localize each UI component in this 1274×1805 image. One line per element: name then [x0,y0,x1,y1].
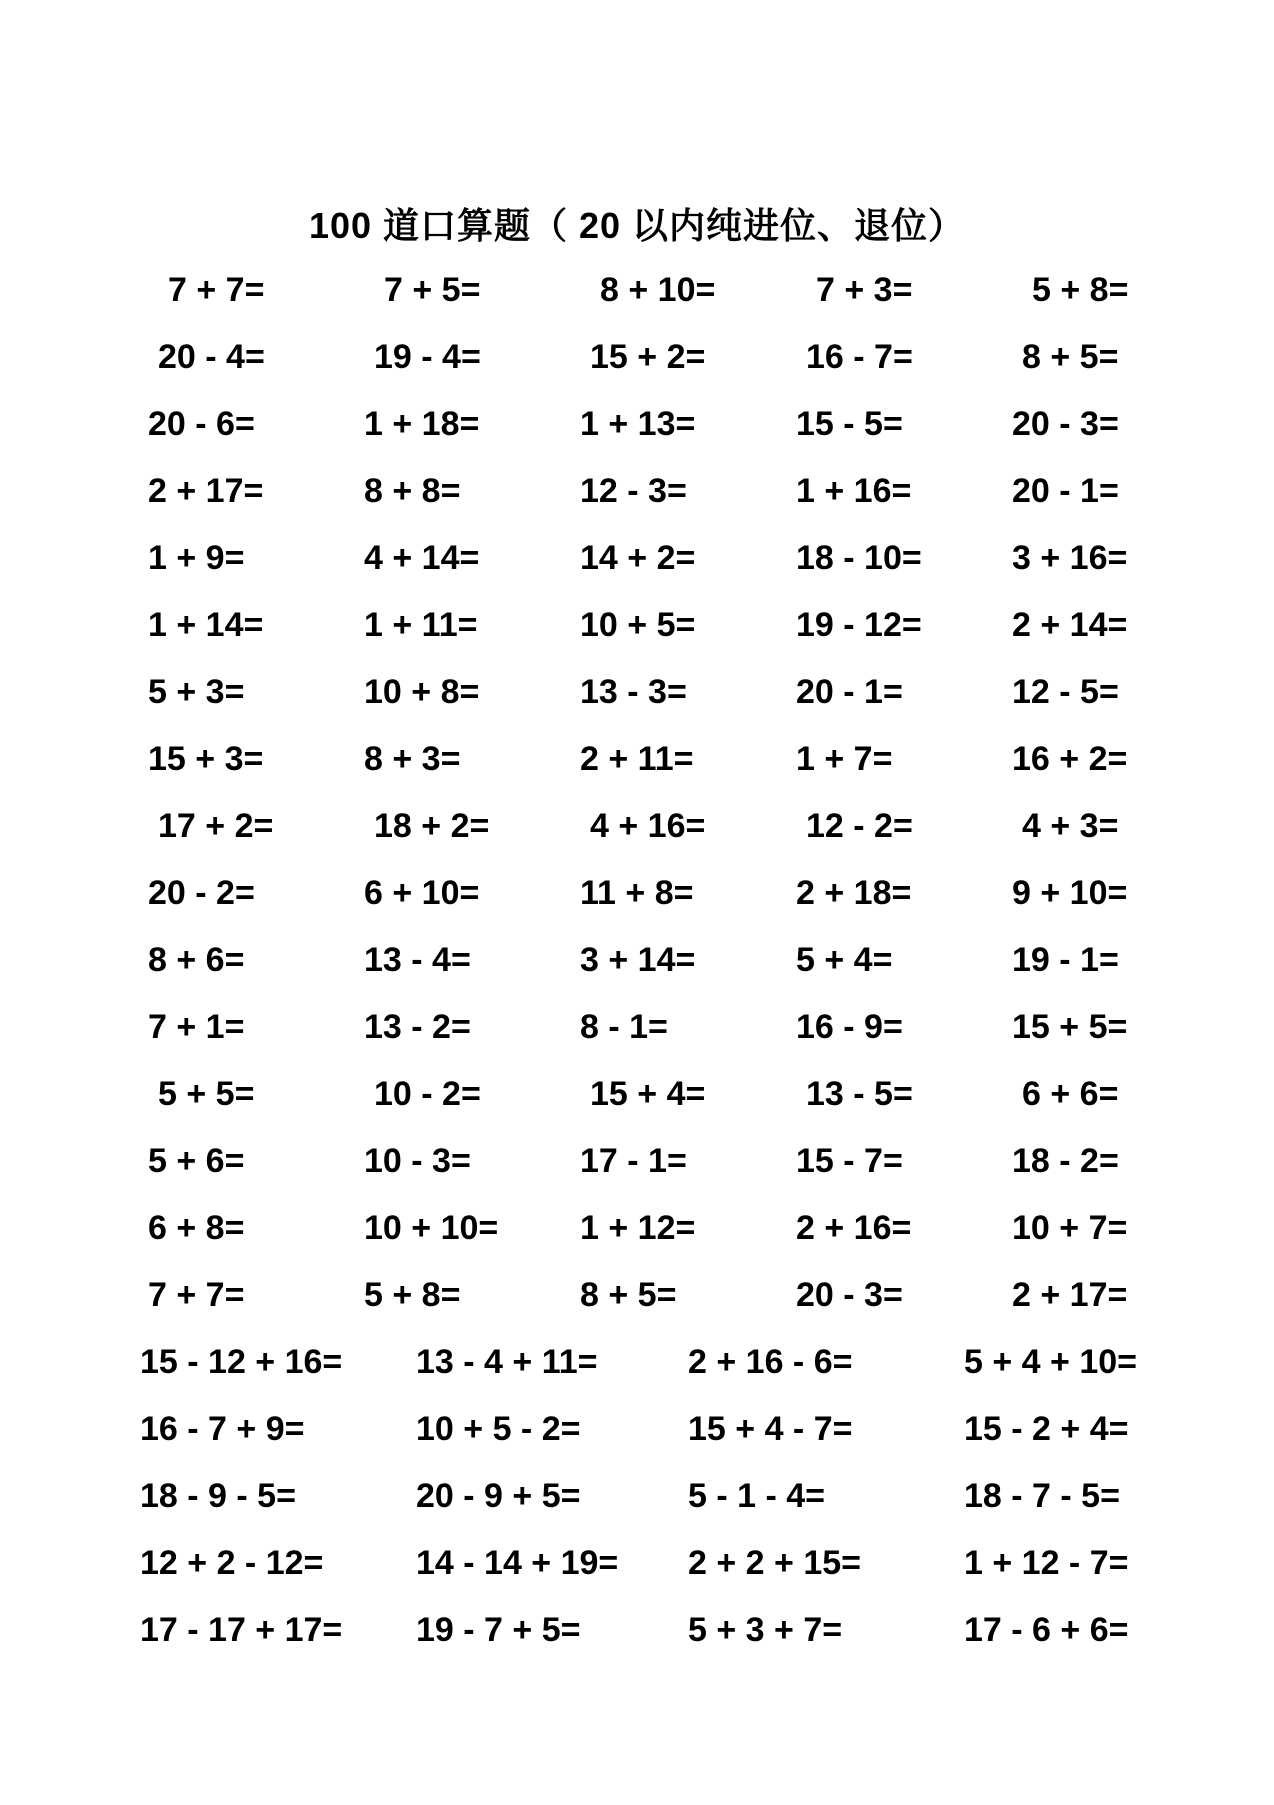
problem-item: 14 + 2= [580,539,696,577]
problem-item: 16 - 9= [796,1008,903,1046]
problem-item: 5 + 5= [158,1075,255,1113]
problem-item: 8 + 5= [580,1276,677,1314]
problem-item: 1 + 14= [148,606,264,644]
problem-item: 13 - 4= [364,941,471,979]
problem-item: 17 - 17 + 17= [140,1611,343,1649]
problem-item: 17 - 6 + 6= [964,1611,1129,1649]
problem-item: 18 - 10= [796,539,922,577]
problem-item: 4 + 3= [1022,807,1119,845]
problem-item: 15 + 4= [590,1075,706,1113]
problem-item: 2 + 11= [580,740,694,778]
problem-item: 7 + 1= [148,1008,245,1046]
problem-item: 20 - 1= [1012,472,1119,510]
problem-item: 1 + 7= [796,740,893,778]
problem-item: 7 + 7= [148,1276,245,1314]
problem-item: 10 - 2= [374,1075,481,1113]
problem-item: 15 - 7= [796,1142,903,1180]
problem-item: 1 + 9= [148,539,245,577]
problem-item: 1 + 18= [364,405,480,443]
problem-item: 12 - 5= [1012,673,1119,711]
problem-item: 15 + 3= [148,740,264,778]
problem-item: 6 + 8= [148,1209,245,1247]
problem-item: 10 + 8= [364,673,480,711]
problem-item: 1 + 11= [364,606,478,644]
problem-item: 18 - 9 - 5= [140,1477,296,1515]
problem-item: 3 + 16= [1012,539,1128,577]
problem-item: 5 + 8= [364,1276,461,1314]
problem-item: 8 + 3= [364,740,461,778]
problem-item: 18 - 2= [1012,1142,1119,1180]
page-title: 100 道口算题（ 20 以内纯进位、退位） [308,205,966,246]
problem-item: 5 - 1 - 4= [688,1477,826,1515]
problem-item: 8 - 1= [580,1008,668,1046]
problem-item: 6 + 6= [1022,1075,1119,1113]
problem-item: 5 + 4 + 10= [964,1343,1137,1381]
problem-item: 20 - 4= [158,338,265,376]
problem-item: 11 + 8= [580,874,694,912]
problem-item: 7 + 5= [384,271,481,309]
problem-item: 10 + 10= [364,1209,499,1247]
problem-item: 13 - 5= [806,1075,913,1113]
problem-item: 10 + 5= [580,606,696,644]
problem-item: 5 + 6= [148,1142,245,1180]
problem-item: 15 - 12 + 16= [140,1343,343,1381]
problem-item: 20 - 3= [1012,405,1119,443]
problem-item: 17 - 1= [580,1142,687,1180]
problem-item: 20 - 9 + 5= [416,1477,581,1515]
problem-item: 2 + 17= [1012,1276,1128,1314]
problem-item: 19 - 7 + 5= [416,1611,581,1649]
problem-item: 2 + 14= [1012,606,1128,644]
problem-item: 1 + 16= [796,472,912,510]
problem-item: 1 + 13= [580,405,696,443]
problem-item: 6 + 10= [364,874,480,912]
problem-item: 12 - 3= [580,472,687,510]
problem-item: 19 - 1= [1012,941,1119,979]
problem-item: 8 + 8= [364,472,461,510]
problem-item: 1 + 12 - 7= [964,1544,1129,1582]
problem-item: 5 + 3 + 7= [688,1611,843,1649]
problem-item: 7 + 7= [168,271,265,309]
problem-item: 3 + 14= [580,941,696,979]
problem-item: 20 - 6= [148,405,255,443]
problem-item: 4 + 14= [364,539,480,577]
problem-item: 10 + 7= [1012,1209,1128,1247]
problem-item: 13 - 2= [364,1008,471,1046]
problem-item: 10 + 5 - 2= [416,1410,581,1448]
problem-item: 12 + 2 - 12= [140,1544,324,1582]
problem-item: 16 + 2= [1012,740,1128,778]
problem-item: 20 - 1= [796,673,903,711]
problem-item: 5 + 3= [148,673,245,711]
problem-item: 15 - 2 + 4= [964,1410,1129,1448]
problem-item: 10 - 3= [364,1142,471,1180]
problem-item: 5 + 8= [1032,271,1129,309]
problem-item: 2 + 16 - 6= [688,1343,853,1381]
problem-item: 9 + 10= [1012,874,1128,912]
problem-item: 1 + 12= [580,1209,696,1247]
problem-item: 4 + 16= [590,807,706,845]
problem-item: 8 + 10= [600,271,716,309]
problem-item: 15 - 5= [796,405,903,443]
problem-item: 20 - 3= [796,1276,903,1314]
problem-item: 14 - 14 + 19= [416,1544,619,1582]
problem-item: 15 + 4 - 7= [688,1410,853,1448]
problem-item: 5 + 4= [796,941,893,979]
problem-item: 16 - 7= [806,338,913,376]
problem-item: 8 + 5= [1022,338,1119,376]
problem-item: 2 + 16= [796,1209,912,1247]
problem-item: 2 + 18= [796,874,912,912]
problem-item: 8 + 6= [148,941,245,979]
problem-item: 2 + 17= [148,472,264,510]
problem-item: 19 - 4= [374,338,481,376]
problem-item: 19 - 12= [796,606,922,644]
problem-item: 12 - 2= [806,807,913,845]
problem-item: 18 - 7 - 5= [964,1477,1120,1515]
problem-item: 7 + 3= [816,271,913,309]
problem-item: 16 - 7 + 9= [140,1410,305,1448]
problem-item: 13 - 4 + 11= [416,1343,598,1381]
problem-item: 18 + 2= [374,807,490,845]
problem-item: 15 + 2= [590,338,706,376]
problem-item: 15 + 5= [1012,1008,1128,1046]
problem-item: 20 - 2= [148,874,255,912]
problem-item: 13 - 3= [580,673,687,711]
problem-item: 17 + 2= [158,807,274,845]
problem-item: 2 + 2 + 15= [688,1544,861,1582]
